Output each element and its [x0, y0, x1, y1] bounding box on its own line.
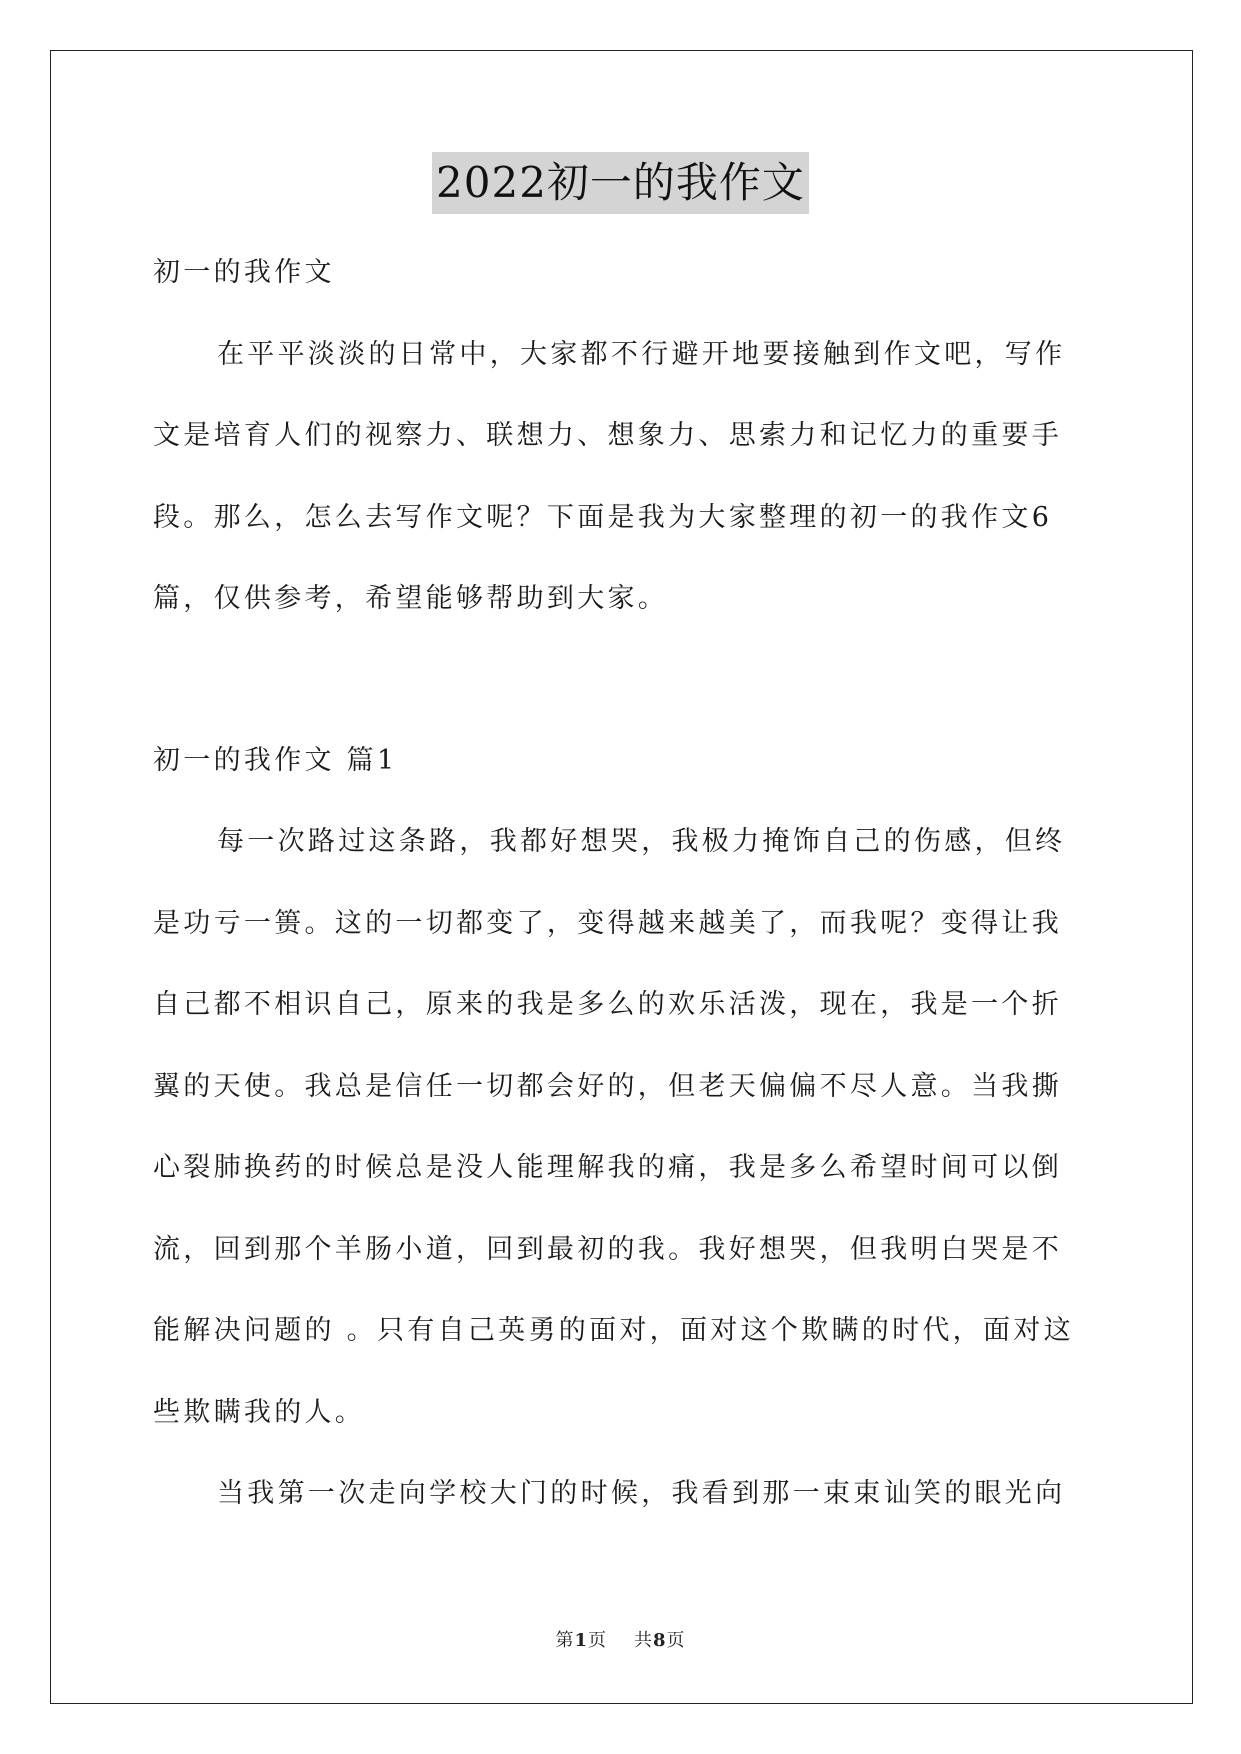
intro-paragraph: 在平平淡淡的日常中，大家都不行避开地要接触到作文吧，写作文是培育人们的视察力、联想力、想象力、思索力和记忆力的重要手段。那么，怎么去写作文呢？下面是我为大家整理的初一的我作文6篇，仅供参考，希望能够帮助到大家。	[153, 338, 1066, 614]
total-pages-number: 8	[652, 1630, 667, 1651]
section-heading: 初一的我作文 篇1	[153, 744, 398, 776]
page-suffix: 页	[588, 1630, 608, 1651]
document-body	[153, 232, 1089, 1535]
body-paragraph-2: 当我第一次走向学校大门的时候，我看到那一束束讪笑的眼光向	[217, 1478, 1066, 1509]
document-title: 2022初一的我作文	[432, 152, 809, 214]
current-page-number: 1	[574, 1630, 589, 1651]
total-prefix: 共	[633, 1630, 653, 1651]
total-suffix: 页	[666, 1630, 686, 1651]
title-container	[0, 152, 1241, 214]
body-paragraph-1: 每一次路过这条路，我都好想哭，我极力掩饰自己的伤感，但终是功亏一篑。这的一切都变了，变得越来越美了，而我呢？变得让我自己都不相识自己，原来的我是多么的欢乐活泼，现在，我是一个折翼的天使。我总是信任一切都会好的，但老天偏偏不尽人意。当我撕心裂肺换药的时候总是没人能理解我的痛，我是多么希望时间可以倒流，回到那个羊肠小道，回到最初的我。我好想哭，但我明白哭是不能解决问题的 。只有自己英勇的面对，面对这个欺瞒的时代，面对这些欺瞒我的人。	[153, 826, 1074, 1428]
section-spacer	[153, 640, 1089, 720]
document-subtitle: 初一的我作文	[153, 257, 335, 288]
page-footer	[0, 1626, 1241, 1652]
page-prefix: 第	[555, 1630, 575, 1651]
